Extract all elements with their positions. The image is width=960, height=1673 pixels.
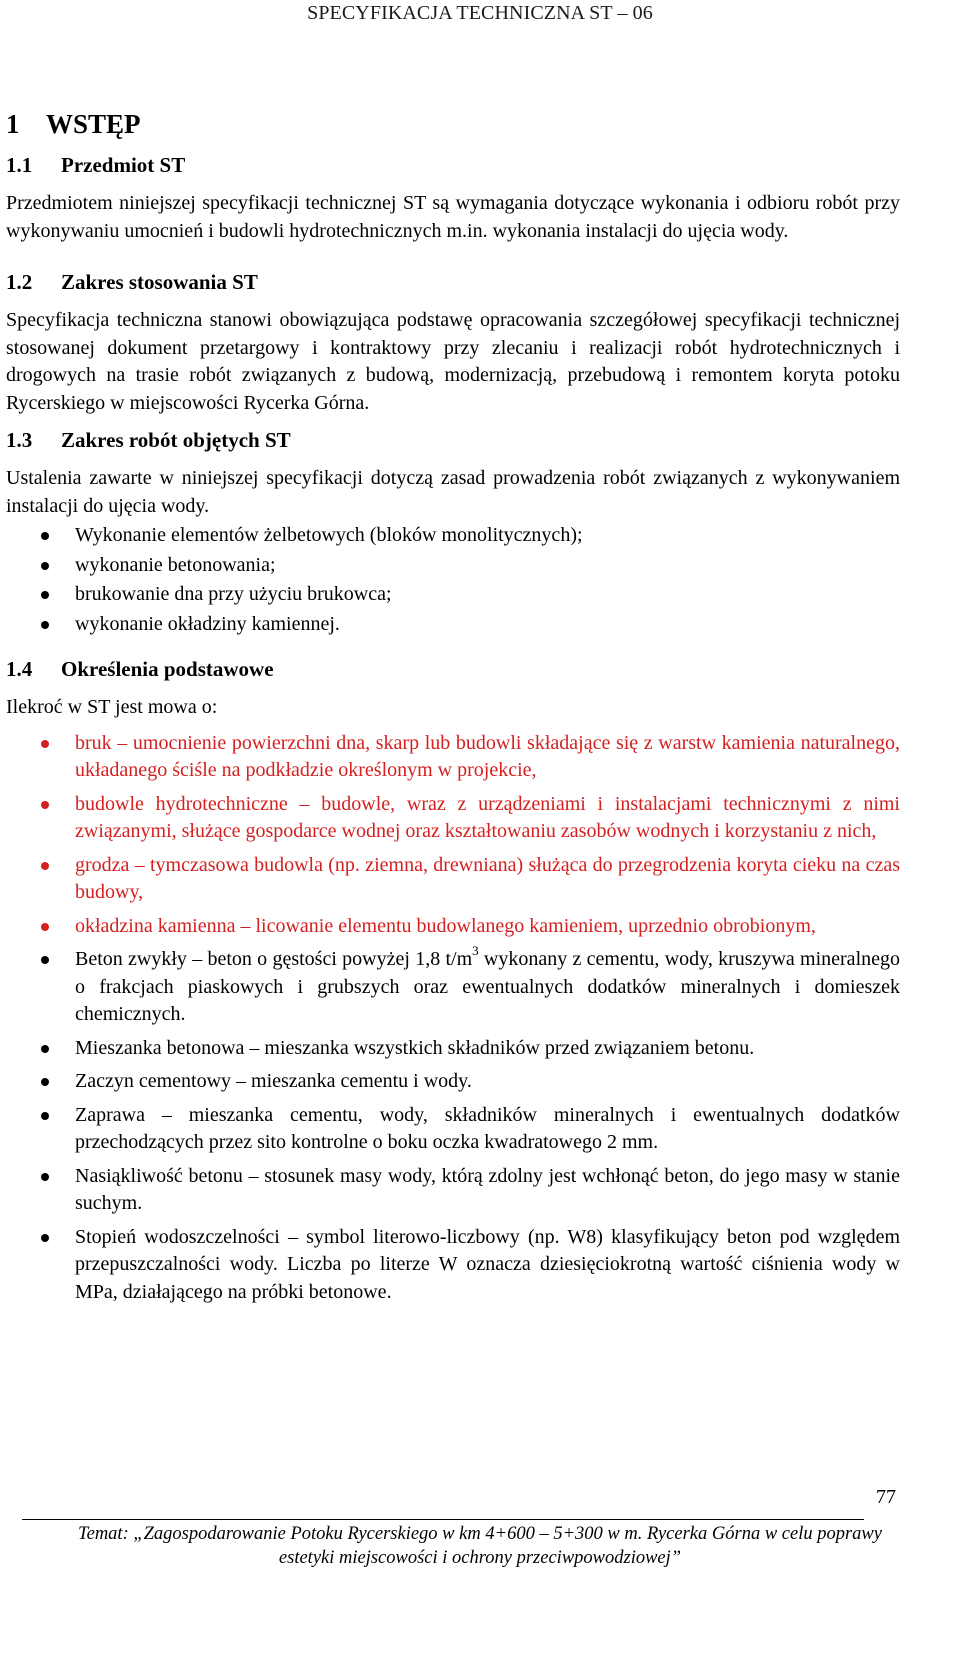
bullet-icon [41, 621, 49, 629]
scope-list [6, 522, 900, 638]
paragraph-zakres-robot: Ustalenia zawarte w niniejszej specyfikacji dotyczą zasad prowadzenia robót związanych z wykonywaniem instalacji do ujęcia wody. [6, 467, 900, 517]
list-item: grodza – tymczasowa budowla (np. ziemna, drewniana) służąca do przegrodzenia koryta cieku na czas budowy, [6, 852, 900, 907]
footer-divider [22, 1519, 864, 1520]
footer-line-1: Temat: „Zagospodarowanie Potoku Rycerskiego w km 4+600 – 5+300 w m. Rycerka Górna w celu poprawy [78, 1524, 882, 1544]
list-item: Beton zwykły – beton o gęstości powyżej 1,8 $t/m^3$ wykonany z cementu, wody, kruszywa mineralnego o frakcjach piaskowych i grubszych oraz ewentualnych dodatków mineralnych i domieszek chemicznych. [6, 946, 900, 1029]
list-item: bruk – umocnienie powierzchni dna, skarp lub budowli składające się z warstw kamienia naturalnego, układanego ściśle na podkładzie określonym w projekcie, [6, 730, 900, 785]
list-item: Wykonanie elementów żelbetowych (bloków monolitycznych); [6, 522, 900, 550]
subsection-number: 1.1 [6, 153, 33, 177]
document-content [6, 98, 900, 1306]
subsection-title: Przedmiot ST [61, 153, 186, 177]
bullet-icon [41, 923, 49, 931]
page-footer [0, 1522, 960, 1570]
subsection-heading-1-1 [6, 150, 900, 180]
subsection-title: Określenia podstawowe [61, 657, 274, 681]
list-item: okładzina kamienna – licowanie elementu budowlanego kamieniem, uprzednio obrobionym, [6, 913, 900, 941]
subsection-heading-1-2 [6, 267, 900, 297]
bullet-icon [41, 591, 49, 599]
paragraph-zakres: Specyfikacja techniczna stanowi obowiązująca podstawę opracowania szczegółowej specyfikacji technicznej stosowanej dokument przetargowy i kontraktowy przy zlecaniu i realizacji robót hydrotechnicznych i drogowych na trasie robót związanych z budową, modernizacją, przebudową i remontem koryta potoku Rycerskiego w miejscowości Rycerka Górna. [6, 309, 900, 414]
bullet-icon [41, 801, 49, 809]
subsection-heading-1-4 [6, 654, 900, 684]
bullet-icon [41, 562, 49, 570]
bullet-icon [41, 1173, 49, 1181]
subsection-heading-1-3 [6, 425, 900, 455]
list-item: wykonanie okładziny kamiennej. [6, 611, 900, 639]
subsection-number: 1.3 [6, 428, 33, 452]
paragraph-intro: Ilekroć w ST jest mowa o: [6, 696, 218, 718]
bullet-icon [41, 956, 49, 964]
list-item: budowle hydrotechniczne – budowle, wraz z urządzeniami i instalacjami technicznymi z nimi związanymi, służące gospodarce wodnej oraz kształtowaniu zasobów wodnych i korzystaniu z nich, [6, 791, 900, 846]
bullet-icon [41, 740, 49, 748]
footer-line-2: estetyki miejscowości i ochrony przeciwpowodziowej” [278, 1548, 682, 1568]
list-item: brukowanie dna przy użyciu brukowca; [6, 581, 900, 609]
list-item: Stopień wodoszczelności – symbol literowo-liczbowy (np. W8) klasyfikujący beton pod względem przepuszczalności wody. Liczba po literze W oznacza dziesięciokrotną wartość ciśnienia wody w MPa, działającego na próbki betonowe. [6, 1224, 900, 1307]
list-item: Mieszanka betonowa – mieszanka wszystkich składników przed związaniem betonu. [6, 1035, 900, 1063]
definitions-list [6, 943, 900, 1306]
subsection-number: 1.4 [6, 657, 33, 681]
section-heading-1 [6, 98, 900, 150]
bullet-icon [41, 1234, 49, 1242]
paragraph-przedmiot: Przedmiotem niniejszej specyfikacji technicznej ST są wymagania dotyczące wykonania i odbioru robót przy wykonywaniu umocnień i budowli hydrotechnicznych m.in. wykonania instalacji do ujęcia wody. [6, 192, 900, 242]
subsection-title: Zakres stosowania ST [61, 270, 258, 294]
page-header: SPECYFIKACJA TECHNICZNA ST – 06 [307, 2, 653, 24]
list-item: Zaprawa – mieszanka cementu, wody, składników mineralnych i ewentualnych dodatków przechodzących przez sito kontrolne o boku oczka kwadratowego 2 mm. [6, 1102, 900, 1157]
bullet-icon [41, 862, 49, 870]
page-number: 77 [876, 1486, 896, 1508]
subsection-title: Zakres robót objętych ST [61, 428, 291, 452]
bullet-icon [41, 1112, 49, 1120]
bullet-icon [41, 1078, 49, 1086]
list-item: wykonanie betonowania; [6, 552, 900, 580]
section-number: 1 [6, 109, 20, 139]
definitions-red-list [6, 730, 900, 941]
bullet-icon [41, 532, 49, 540]
section-title: WSTĘP [46, 109, 141, 139]
list-item: Zaczyn cementowy – mieszanka cementu i wody. [6, 1068, 900, 1096]
subsection-number: 1.2 [6, 270, 33, 294]
list-item: Nasiąkliwość betonu – stosunek masy wody, którą zdolny jest wchłonąć beton, do jego masy w stanie suchym. [6, 1163, 900, 1218]
bullet-icon [41, 1045, 49, 1053]
